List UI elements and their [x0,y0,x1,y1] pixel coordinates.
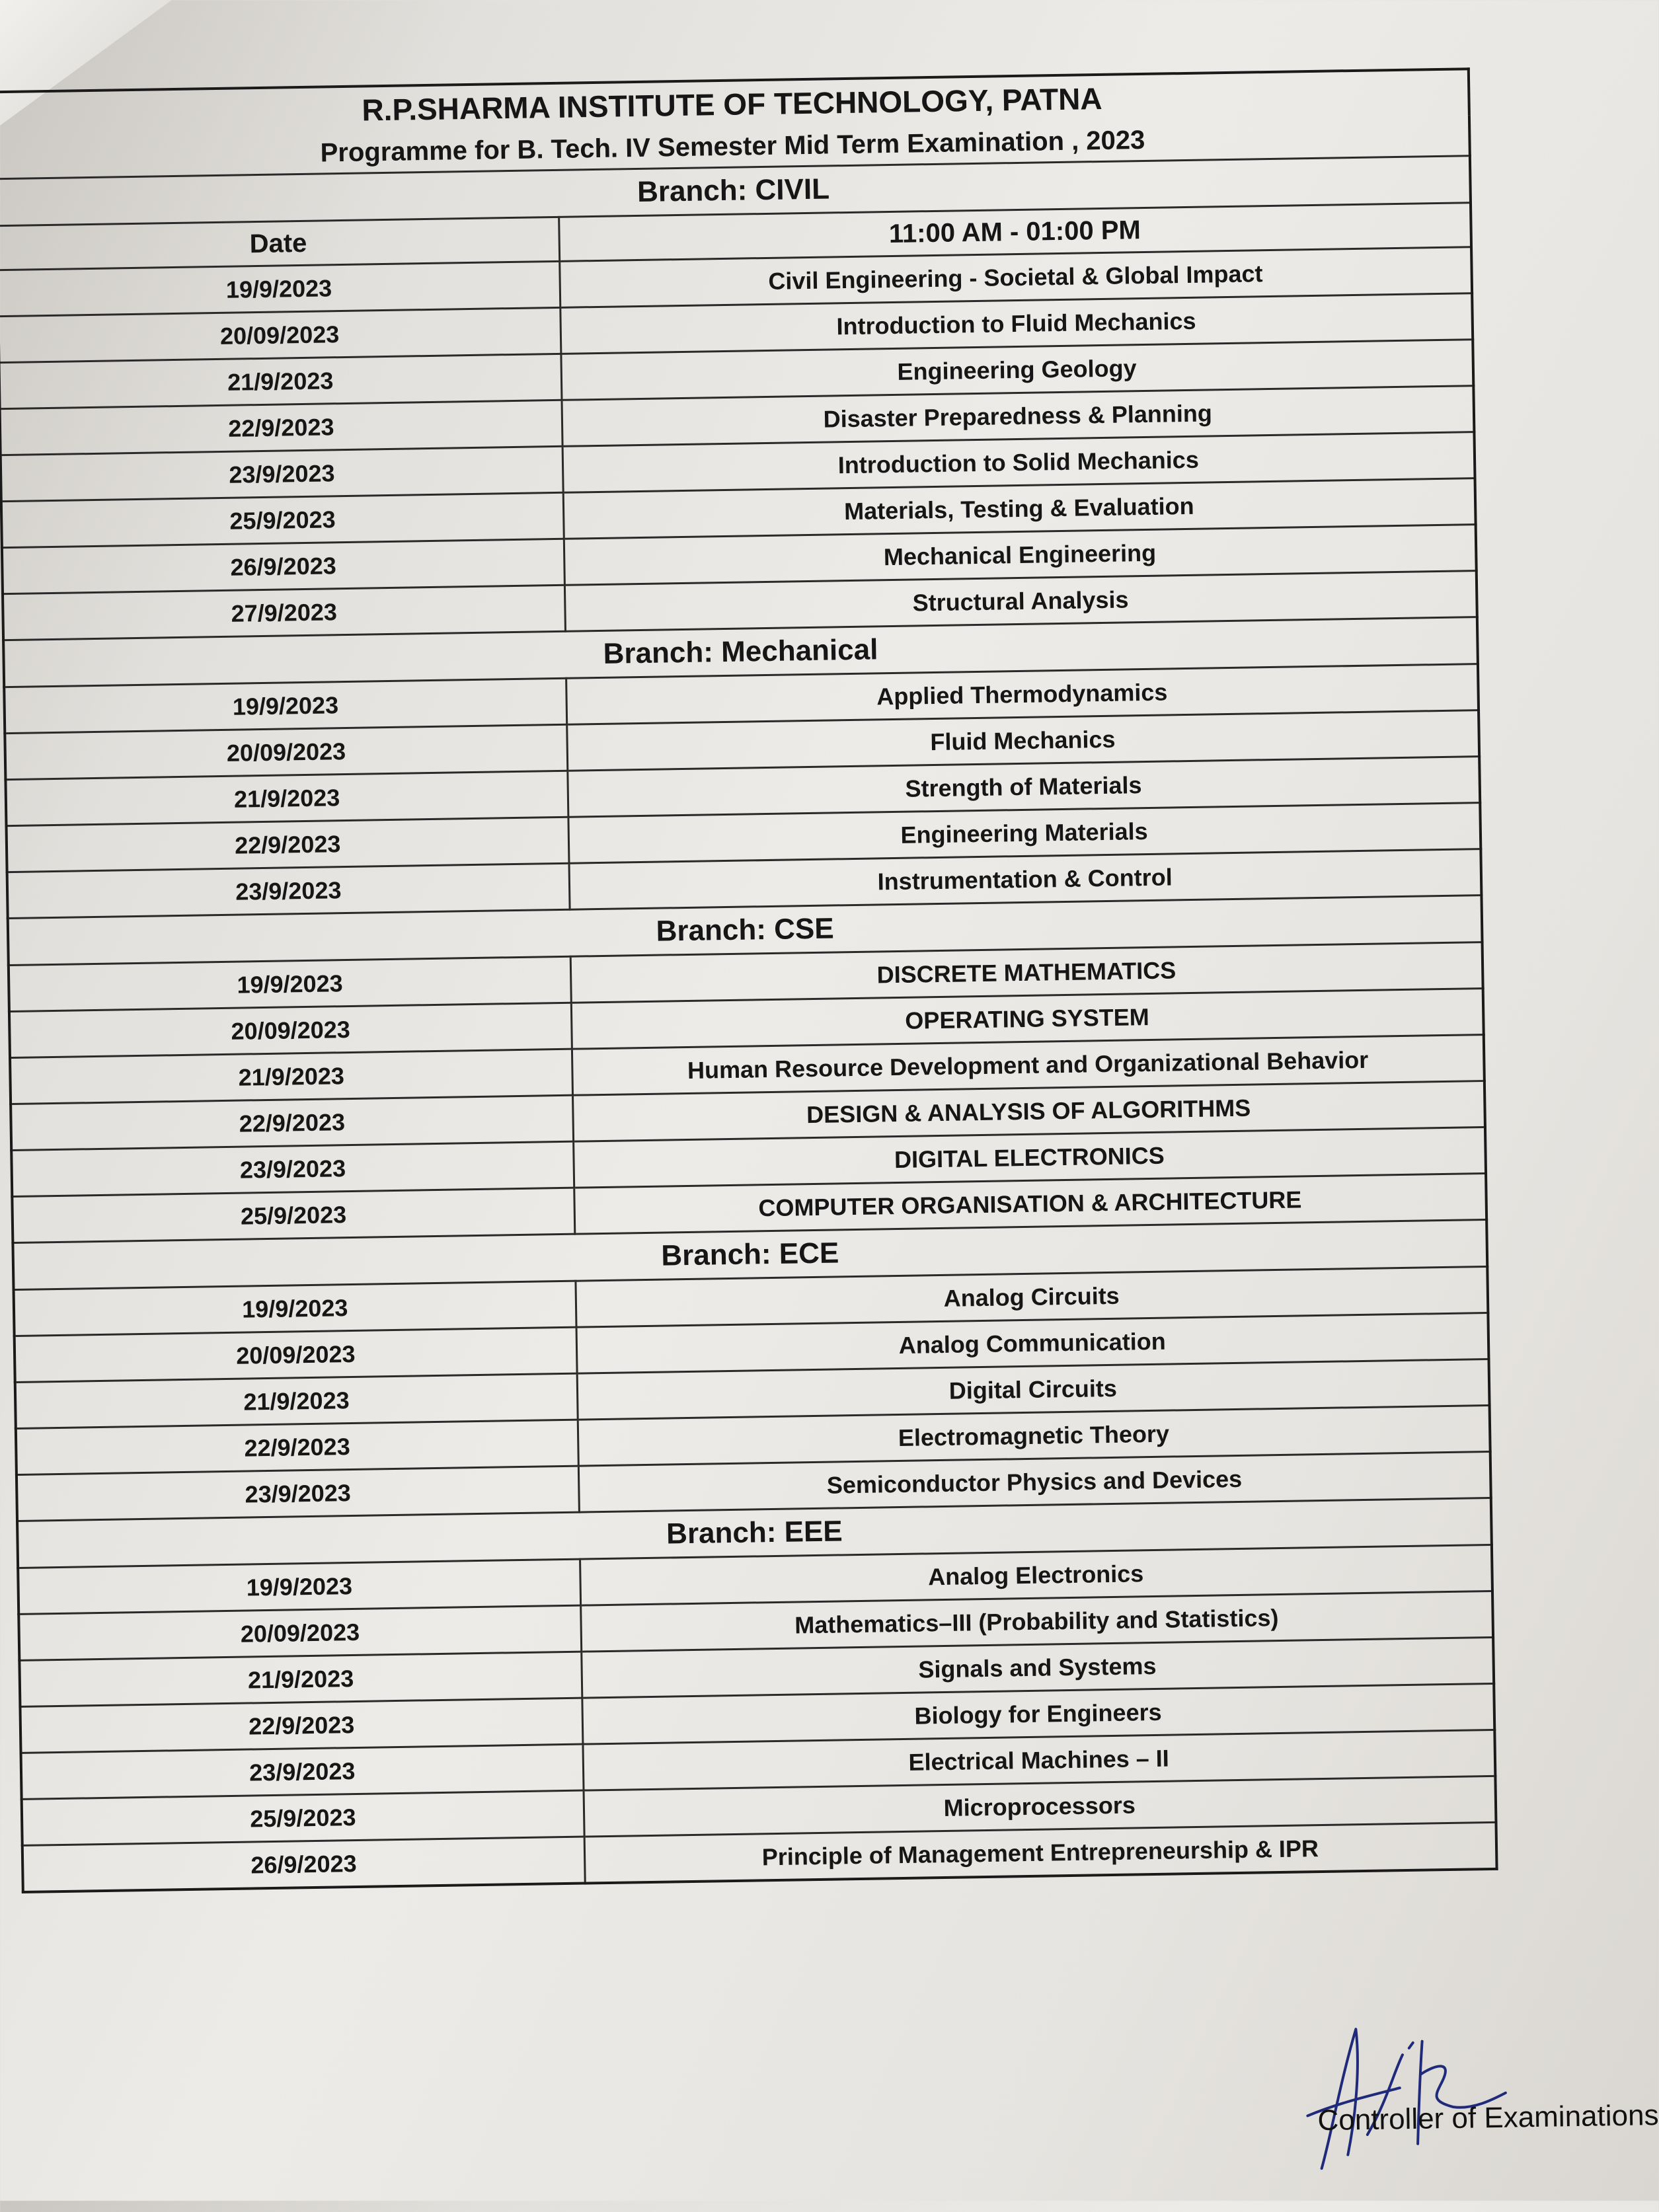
exam-date-cell: 23/9/2023 [17,1466,579,1521]
exam-date-cell: 22/9/2023 [7,817,569,872]
exam-subject-cell: Principle of Management Entrepreneurship & IPR [584,1822,1497,1883]
exam-subject-cell: Instrumentation & Control [568,849,1481,910]
exam-date-cell: 22/9/2023 [0,400,562,455]
exam-date-cell: 21/9/2023 [10,1049,572,1104]
exam-date-cell: 20/09/2023 [0,307,560,362]
exam-subject-cell: Electromagnetic Theory [578,1405,1490,1466]
exam-date-cell: 19/9/2023 [4,678,566,733]
exam-subject-cell: Disaster Preparedness & Planning [561,386,1474,447]
exam-subject-cell: DIGITAL ELECTRONICS [573,1127,1486,1188]
exam-date-cell: 19/9/2023 [9,956,571,1011]
exam-date-cell: 26/9/2023 [2,539,564,593]
exam-subject-cell: Analog Communication [576,1313,1489,1373]
exam-subject-cell: Microprocessors [584,1776,1496,1837]
exam-subject-cell: OPERATING SYSTEM [571,989,1484,1049]
exam-subject-cell: DESIGN & ANALYSIS OF ALGORITHMS [572,1081,1485,1142]
exam-date-cell: 23/9/2023 [7,863,570,918]
exam-date-cell: 21/9/2023 [15,1373,578,1428]
exam-subject-cell: Engineering Geology [560,340,1473,400]
exam-date-cell: 21/9/2023 [0,354,561,408]
exam-subject-cell: Signals and Systems [581,1637,1494,1698]
exam-date-cell: 23/9/2023 [1,446,563,501]
exam-date-cell: 20/09/2023 [5,724,567,779]
signature-icon [1293,2000,1520,2182]
exam-date-cell: 25/9/2023 [1,492,564,547]
exam-date-cell: 20/09/2023 [9,1003,572,1057]
exam-date-cell: 19/9/2023 [0,261,560,316]
exam-subject-cell: Applied Thermodynamics [566,664,1479,725]
programme-subtitle: Programme for B. Tech. IV Semester Mid Term Examination , 2023 [0,115,1470,179]
exam-date-cell: 19/9/2023 [18,1559,580,1614]
exam-date-cell: 23/9/2023 [21,1744,584,1799]
exam-subject-cell: DISCRETE MATHEMATICS [570,942,1483,1003]
exam-date-cell: 21/9/2023 [19,1652,582,1706]
branch-label: Branch: CIVIL [0,156,1471,226]
time-slot-header: 11:00 AM - 01:00 PM [559,203,1471,262]
exam-date-cell: 21/9/2023 [5,771,568,825]
exam-subject-cell: Civil Engineering - Societal & Global Impact [559,247,1472,308]
exam-date-cell: 19/9/2023 [14,1281,576,1336]
exam-subject-cell: Analog Electronics [580,1545,1492,1605]
exam-subject-cell: Materials, Testing & Evaluation [563,478,1476,539]
date-column-header: Date [0,217,559,270]
controller-signature-label: Controller of Examinations [1317,2099,1659,2137]
exam-date-cell: 27/9/2023 [3,585,565,640]
exam-subject-cell: Mechanical Engineering [564,525,1477,586]
exam-date-cell: 25/9/2023 [12,1188,574,1242]
exam-subject-cell: Introduction to Solid Mechanics [562,432,1475,493]
exam-date-cell: 23/9/2023 [11,1141,574,1196]
exam-subject-cell: Electrical Machines – II [582,1730,1495,1790]
branch-label: Branch: CSE [8,896,1483,966]
exam-subject-cell: COMPUTER ORGANISATION & ARCHITECTURE [574,1174,1486,1235]
exam-date-cell: 22/9/2023 [11,1095,573,1150]
exam-subject-cell: Analog Circuits [575,1266,1488,1327]
exam-subject-cell: Biology for Engineers [582,1683,1494,1744]
exam-subject-cell: Strength of Materials [567,757,1480,818]
exam-subject-cell: Human Resource Development and Organizational Behavior [572,1035,1485,1096]
branch-label: Branch: EEE [17,1498,1492,1568]
exam-subject-cell: Structural Analysis [564,571,1477,632]
exam-schedule-table [0,67,1498,1893]
branch-label: Branch: ECE [13,1220,1487,1290]
branch-label: Branch: Mechanical [3,617,1478,687]
exam-date-cell: 22/9/2023 [20,1698,582,1753]
exam-subject-cell: Mathematics–III (Probability and Statistics) [580,1591,1493,1652]
exam-subject-cell: Semiconductor Physics and Devices [578,1451,1491,1512]
exam-date-cell: 20/09/2023 [19,1605,581,1660]
exam-date-cell: 20/09/2023 [15,1327,577,1382]
exam-subject-cell: Engineering Materials [568,803,1481,864]
exam-subject-cell: Fluid Mechanics [566,710,1479,771]
institute-title: R.P.SHARMA INSTITUTE OF TECHNOLOGY, PATNA [0,69,1469,138]
exam-subject-cell: Digital Circuits [577,1359,1490,1420]
exam-subject-cell: Introduction to Fluid Mechanics [560,293,1473,354]
exam-date-cell: 25/9/2023 [22,1790,584,1845]
exam-date-cell: 22/9/2023 [16,1420,578,1474]
exam-date-cell: 26/9/2023 [22,1837,585,1892]
